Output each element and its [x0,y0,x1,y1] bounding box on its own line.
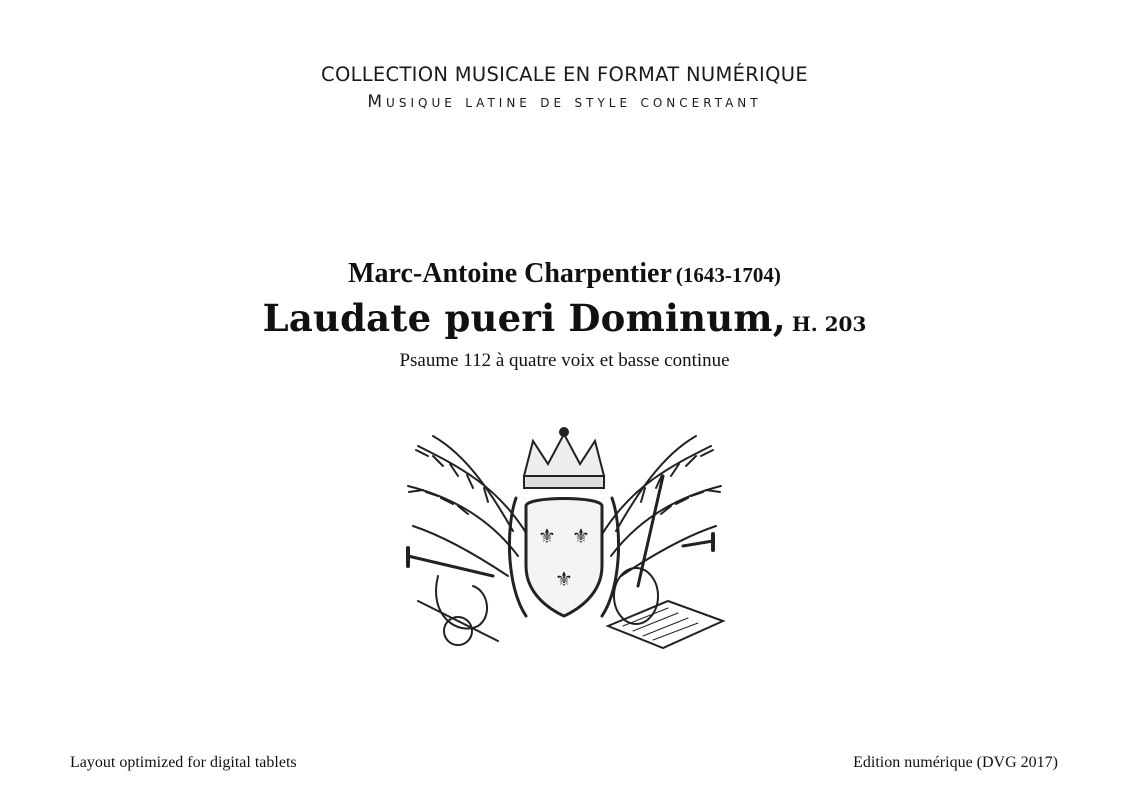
series-subtitle: Musique latine de style concertant [367,92,762,112]
royal-coat-of-arms-icon [398,426,731,656]
footer-layout-note: Layout optimized for digital tablets [70,754,297,771]
svg-text:⚜: ⚜ [572,524,590,548]
composer-line [0,258,1129,290]
composer-name: Marc-Antoine Charpentier [348,258,672,289]
footer-edition: Edition numérique (DVG 2017) [853,754,1058,771]
series-title: COLLECTION MUSICALE EN FORMAT NUMÉRIQUE [321,63,808,86]
catalog-number: H. 203 [791,312,867,336]
svg-text:⚜: ⚜ [555,567,573,591]
work-subtitle: Psaume 112 à quatre voix et basse continue [399,350,730,371]
svg-text:⚜: ⚜ [538,524,556,548]
work-title: Laudate pueri Dominum, [262,296,786,340]
composer-dates: (1643-1704) [675,263,781,287]
work-title-line [0,296,1129,340]
